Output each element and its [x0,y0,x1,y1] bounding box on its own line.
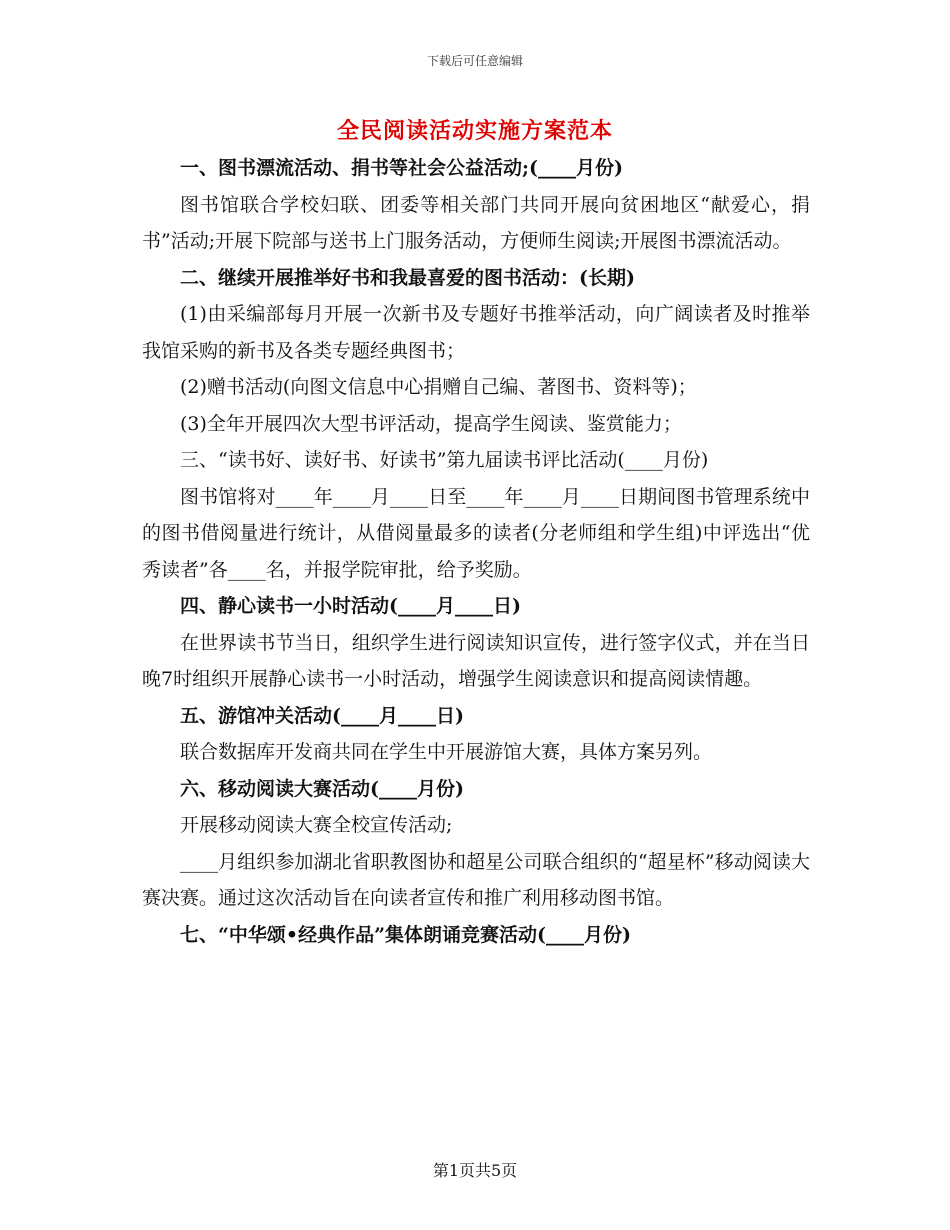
paragraph: 开展移动阅读大赛全校宣传活动; [180,814,453,836]
document-body [142,150,810,953]
paragraph: (1)由采编部每月开展一次新书及专题好书推举活动，向广阔读者及时推举我馆采购的新书及各类专题经典图书； [142,303,810,362]
section-heading: 四、静心读书一小时活动(____月____日) [180,595,521,617]
header-note: 下载后可任意编辑 [426,54,523,68]
paragraph: 在世界读书节当日，组织学生进行阅读知识宣传，进行签字仪式，并在当日晚7时组织开展静心读书一小时活动，增强学生阅读意识和提高阅读情趣。 [142,631,810,690]
section-heading: 一、图书漂流活动、捐书等社会公益活动;(____月份) [180,157,623,179]
section-heading: 六、移动阅读大赛活动(____月份) [180,777,464,800]
section-heading: 五、游馆冲关活动(____月____日) [180,704,464,727]
paragraph: ____月组织参加湖北省职教图协和超星公司联合组织的“超星杯”移动阅读大赛决赛。通过这次活动旨在向读者宣传和推广利用移动图书馆。 [142,850,810,909]
paragraph: 图书馆将对____年____月____日至____年____月____日期间图书管理系统中的图书借阅量进行统计，从借阅量最多的读者(分老师组和学生组)中评选出“优秀读者”各____名，并报学院审批，给予奖励。 [142,485,810,581]
section-heading: 二、继续开展推举好书和我最喜爱的图书活动：(长期) [180,266,635,289]
paragraph: (2)赠书活动(向图文信息中心捐赠自己编、著图书、资料等)； [180,376,697,398]
paragraph: (3)全年开展四次大型书评活动，提高学生阅读、鉴赏能力； [180,412,682,435]
paragraph: 图书馆联合学校妇联、团委等相关部门共同开展向贫困地区“献爱心，捐书”活动;开展下院部与送书上门服务活动，方便师生阅读;开展图书漂流活动。 [142,193,810,252]
paragraph: 三、“读书好、读好书、好读书”第九届读书评比活动(____月份) [180,449,709,471]
section-heading: 七、“中华颂•经典作品”集体朗诵竞赛活动(____月份) [180,923,631,946]
document-title: 全民阅读活动实施方案范本 [336,118,613,144]
page-footer: 第1页共5页 [432,1161,518,1180]
paragraph: 联合数据库开发商共同在学生中开展游馆大赛，具体方案另列。 [180,741,713,763]
